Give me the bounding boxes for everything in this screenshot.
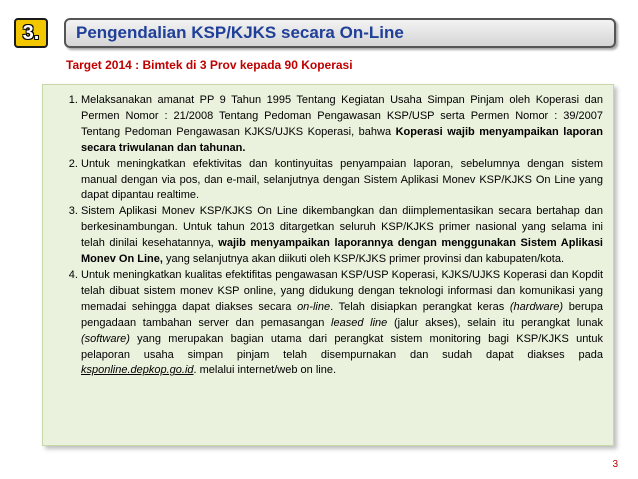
item-text: yang merupakan bagian utama dari perangkat sistem monitoring bagi KSP/KJKS untuk pelaporan usaha simpan pinjam telah disempurnakan dan sudah dapat diakses pada	[81, 332, 603, 361]
numbered-list	[43, 85, 613, 379]
item-italic-text: leased line	[331, 316, 388, 329]
item-italic-text: on-line	[297, 300, 331, 313]
item-text: yang selanjutnya akan diikuti oleh KSP/KJKS primer provinsi dan kabupaten/kota.	[162, 253, 565, 266]
section-number-badge: 3.	[14, 18, 48, 48]
item-text: Untuk meningkatkan kualitas efektifitas pengawasan KSP/USP Koperasi, KJKS/UJKS Koperasi dan Kopdit telah dibuat sistem monev KSP online, yang didukung dengan teknologi informasi dan komunikasi yang memadai sehingga dapat diakses secara	[81, 268, 603, 313]
page-number: 3	[612, 459, 618, 470]
item-bold-text: Koperasi wajib menyampaikan laporan secara triwulanan dan tahunan.	[81, 125, 603, 154]
slide-title: Pengendalian KSP/KJKS secara On-Line	[76, 23, 404, 42]
list-item	[81, 268, 603, 379]
item-italic-text: (hardware)	[509, 300, 564, 313]
item-text: (jalur akses), selain itu perangkat lunak	[387, 316, 603, 329]
list-item	[81, 93, 603, 157]
target-statement: Target 2014 : Bimtek di 3 Prov kepada 90 Koperasi	[66, 58, 353, 72]
content-box	[42, 84, 614, 446]
item-text: . Telah disiapkan perangkat keras	[330, 300, 510, 313]
slide-header	[14, 16, 622, 52]
item-text: . melalui internet/web on line.	[193, 364, 336, 377]
list-item	[81, 204, 603, 268]
item-text: Sistem Aplikasi Monev KSP/KJKS On Line dikembangkan dan diimplementasikan secara bertahap dan berkesinambungan. Untuk tahun 2013 ditargetkan seluruh KSP/KJKS primer nasional yang selama ini telah dinilai kesehatannya,	[81, 205, 603, 250]
item-text: Melaksanakan amanat PP 9 Tahun 1995 Tentang Kegiatan Usaha Simpan Pinjam oleh Koperasi dan Permen Nomor : 21/2008 Tentang Pedoman Pengawasan KSP/USP serta Permen Nomor : 39/2007 Tentang Pedoman Pengawasan KJKS/UJKS Koperasi, bahwa	[81, 94, 603, 138]
item-italic-text: (software)	[81, 332, 130, 345]
item-bold-text: wajib menyampaikan laporannya dengan menggunakan Sistem Aplikasi Monev On Line,	[81, 237, 603, 266]
list-item	[81, 157, 603, 205]
ksponline-link[interactable]: ksponline.depkop.go.id	[81, 364, 194, 377]
title-bar	[64, 18, 616, 48]
item-text: Untuk meningkatkan efektivitas dan kontinyuitas penyampaian laporan, sebelumnya dengan sistem manual dengan via pos, dan e-mail, selanjutnya dengan Sistem Aplikasi Monev KSP/KJKS On Line yang dapat dipantau realtime.	[81, 157, 603, 202]
item-text: berupa pengadaan tambahan server dan pemasangan	[81, 300, 603, 329]
